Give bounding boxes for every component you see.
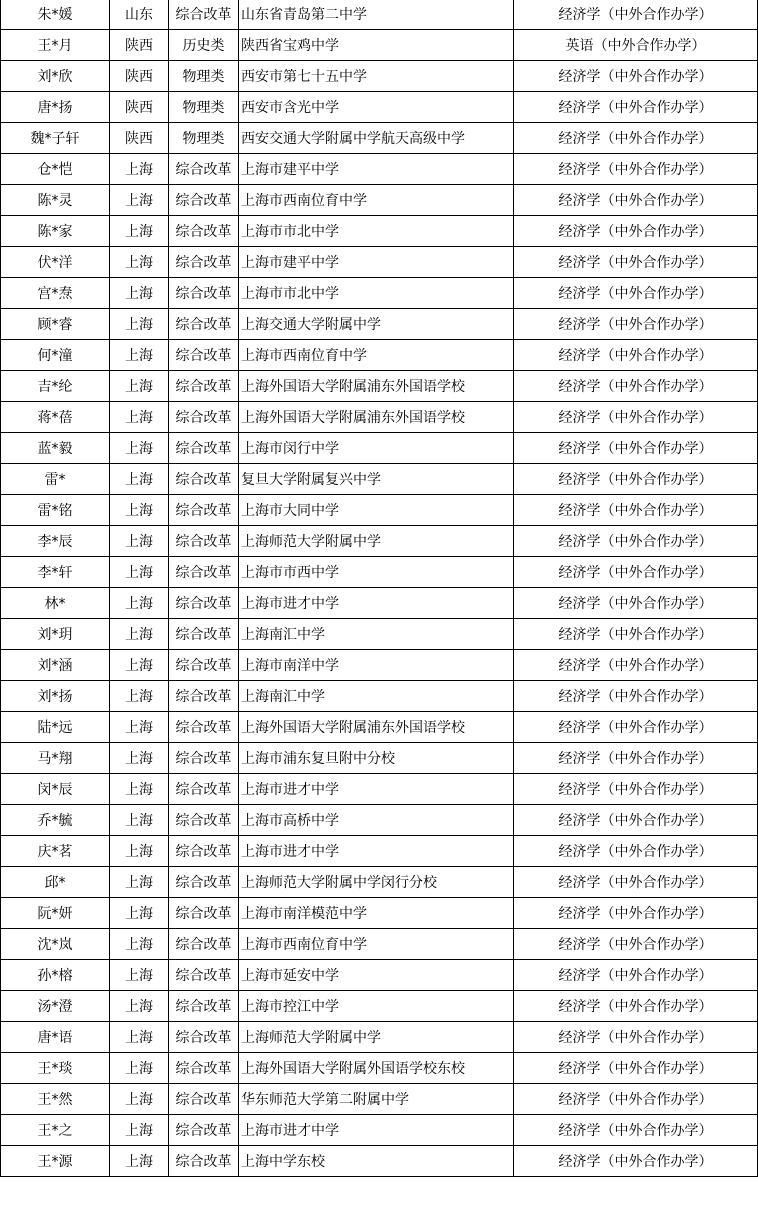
province-cell: 山东 [110,0,169,30]
student-name-cell: 孙*榕 [1,960,110,991]
table-row [1,681,758,712]
major-cell: 经济学（中外合作办学） [514,1146,758,1177]
table-row [1,898,758,929]
student-name-cell: 沈*岚 [1,929,110,960]
category-cell: 综合改革 [169,526,239,557]
table-row [1,774,758,805]
school-cell: 上海市闵行中学 [239,433,514,464]
province-cell: 上海 [110,743,169,774]
major-cell: 经济学（中外合作办学） [514,557,758,588]
major-cell: 经济学（中外合作办学） [514,898,758,929]
school-cell: 华东师范大学第二附属中学 [239,1084,514,1115]
school-cell: 上海南汇中学 [239,681,514,712]
category-cell: 综合改革 [169,836,239,867]
province-cell: 上海 [110,1053,169,1084]
student-name-cell: 王*之 [1,1115,110,1146]
table-row [1,867,758,898]
province-cell: 陕西 [110,61,169,92]
student-name-cell: 阮*妍 [1,898,110,929]
province-cell: 上海 [110,216,169,247]
table-row [1,495,758,526]
province-cell: 上海 [110,588,169,619]
student-name-cell: 吉*纶 [1,371,110,402]
major-cell: 经济学（中外合作办学） [514,123,758,154]
major-cell: 经济学（中外合作办学） [514,216,758,247]
major-cell: 经济学（中外合作办学） [514,960,758,991]
province-cell: 上海 [110,371,169,402]
province-cell: 上海 [110,185,169,216]
school-cell: 上海交通大学附属中学 [239,309,514,340]
category-cell: 综合改革 [169,650,239,681]
province-cell: 上海 [110,1022,169,1053]
province-cell: 上海 [110,154,169,185]
province-cell: 上海 [110,805,169,836]
table-row [1,557,758,588]
student-name-cell: 蒋*蓓 [1,402,110,433]
table-row [1,960,758,991]
school-cell: 上海市进才中学 [239,774,514,805]
province-cell: 陕西 [110,30,169,61]
school-cell: 上海市高桥中学 [239,805,514,836]
category-cell: 综合改革 [169,247,239,278]
student-name-cell: 雷*铭 [1,495,110,526]
student-name-cell: 雷* [1,464,110,495]
table-row [1,1084,758,1115]
category-cell: 综合改革 [169,278,239,309]
student-name-cell: 王*然 [1,1084,110,1115]
school-cell: 上海南汇中学 [239,619,514,650]
student-name-cell: 陈*灵 [1,185,110,216]
table-row [1,371,758,402]
major-cell: 经济学（中外合作办学） [514,991,758,1022]
province-cell: 上海 [110,774,169,805]
school-cell: 西安交通大学附属中学航天高级中学 [239,123,514,154]
student-name-cell: 何*潼 [1,340,110,371]
table-row [1,30,758,61]
table-row [1,278,758,309]
school-cell: 上海市市西中学 [239,557,514,588]
student-name-cell: 王*月 [1,30,110,61]
category-cell: 综合改革 [169,557,239,588]
category-cell: 综合改革 [169,619,239,650]
student-name-cell: 陈*家 [1,216,110,247]
student-name-cell: 朱*媛 [1,0,110,30]
province-cell: 上海 [110,898,169,929]
category-cell: 综合改革 [169,743,239,774]
table-row [1,1115,758,1146]
student-name-cell: 闵*辰 [1,774,110,805]
school-cell: 上海市进才中学 [239,836,514,867]
province-cell: 上海 [110,433,169,464]
province-cell: 上海 [110,650,169,681]
category-cell: 综合改革 [169,464,239,495]
table-row [1,650,758,681]
category-cell: 综合改革 [169,1022,239,1053]
table-row [1,92,758,123]
category-cell: 物理类 [169,92,239,123]
major-cell: 经济学（中外合作办学） [514,0,758,30]
major-cell: 经济学（中外合作办学） [514,836,758,867]
student-name-cell: 蓝*毅 [1,433,110,464]
school-cell: 上海市市北中学 [239,278,514,309]
table-row [1,464,758,495]
major-cell: 经济学（中外合作办学） [514,185,758,216]
school-cell: 上海市南洋模范中学 [239,898,514,929]
category-cell: 综合改革 [169,681,239,712]
major-cell: 经济学（中外合作办学） [514,588,758,619]
province-cell: 上海 [110,681,169,712]
table-row [1,123,758,154]
student-name-cell: 陆*远 [1,712,110,743]
school-cell: 上海师范大学附属中学 [239,526,514,557]
category-cell: 综合改革 [169,309,239,340]
student-name-cell: 刘*扬 [1,681,110,712]
school-cell: 陕西省宝鸡中学 [239,30,514,61]
school-cell: 复旦大学附属复兴中学 [239,464,514,495]
student-name-cell: 魏*子轩 [1,123,110,154]
school-cell: 上海外国语大学附属浦东外国语学校 [239,371,514,402]
major-cell: 经济学（中外合作办学） [514,1053,758,1084]
province-cell: 上海 [110,712,169,743]
table-row [1,309,758,340]
category-cell: 物理类 [169,61,239,92]
student-name-cell: 李*轩 [1,557,110,588]
major-cell: 经济学（中外合作办学） [514,1115,758,1146]
province-cell: 上海 [110,619,169,650]
student-name-cell: 刘*玥 [1,619,110,650]
table-row [1,216,758,247]
province-cell: 上海 [110,278,169,309]
category-cell: 综合改革 [169,1084,239,1115]
category-cell: 综合改革 [169,371,239,402]
category-cell: 综合改革 [169,929,239,960]
school-cell: 西安市含光中学 [239,92,514,123]
category-cell: 综合改革 [169,867,239,898]
major-cell: 英语（中外合作办学） [514,30,758,61]
province-cell: 上海 [110,1084,169,1115]
student-name-cell: 宫*焘 [1,278,110,309]
major-cell: 经济学（中外合作办学） [514,464,758,495]
major-cell: 经济学（中外合作办学） [514,309,758,340]
student-name-cell: 乔*毓 [1,805,110,836]
school-cell: 上海市控江中学 [239,991,514,1022]
school-cell: 上海市建平中学 [239,154,514,185]
province-cell: 上海 [110,1115,169,1146]
student-name-cell: 庆*茗 [1,836,110,867]
school-cell: 上海市西南位育中学 [239,185,514,216]
table-row [1,0,758,30]
major-cell: 经济学（中外合作办学） [514,402,758,433]
province-cell: 陕西 [110,92,169,123]
table-row [1,991,758,1022]
school-cell: 上海市延安中学 [239,960,514,991]
major-cell: 经济学（中外合作办学） [514,278,758,309]
major-cell: 经济学（中外合作办学） [514,340,758,371]
category-cell: 综合改革 [169,1053,239,1084]
major-cell: 经济学（中外合作办学） [514,495,758,526]
province-cell: 上海 [110,960,169,991]
category-cell: 综合改革 [169,185,239,216]
table-row [1,805,758,836]
table-row [1,61,758,92]
table-body [1,0,758,1177]
table-row [1,247,758,278]
province-cell: 上海 [110,991,169,1022]
school-cell: 上海市浦东复旦附中分校 [239,743,514,774]
school-cell: 上海市进才中学 [239,588,514,619]
table-row [1,743,758,774]
major-cell: 经济学（中外合作办学） [514,526,758,557]
table-row [1,929,758,960]
major-cell: 经济学（中外合作办学） [514,1084,758,1115]
category-cell: 综合改革 [169,154,239,185]
province-cell: 上海 [110,247,169,278]
province-cell: 上海 [110,867,169,898]
table-row [1,154,758,185]
student-name-cell: 邱* [1,867,110,898]
major-cell: 经济学（中外合作办学） [514,433,758,464]
category-cell: 综合改革 [169,960,239,991]
category-cell: 综合改革 [169,898,239,929]
student-name-cell: 唐*语 [1,1022,110,1053]
table-row [1,836,758,867]
major-cell: 经济学（中外合作办学） [514,1022,758,1053]
student-name-cell: 林* [1,588,110,619]
category-cell: 综合改革 [169,1115,239,1146]
table-row [1,619,758,650]
province-cell: 上海 [110,309,169,340]
major-cell: 经济学（中外合作办学） [514,247,758,278]
student-name-cell: 唐*扬 [1,92,110,123]
province-cell: 上海 [110,929,169,960]
school-cell: 上海中学东校 [239,1146,514,1177]
major-cell: 经济学（中外合作办学） [514,92,758,123]
major-cell: 经济学（中外合作办学） [514,712,758,743]
province-cell: 上海 [110,526,169,557]
school-cell: 上海师范大学附属中学闵行分校 [239,867,514,898]
major-cell: 经济学（中外合作办学） [514,61,758,92]
category-cell: 综合改革 [169,340,239,371]
category-cell: 综合改革 [169,805,239,836]
province-cell: 上海 [110,495,169,526]
school-cell: 上海外国语大学附属外国语学校东校 [239,1053,514,1084]
school-cell: 上海市建平中学 [239,247,514,278]
table-row [1,185,758,216]
table-row [1,1022,758,1053]
category-cell: 综合改革 [169,402,239,433]
school-cell: 上海市南洋中学 [239,650,514,681]
province-cell: 陕西 [110,123,169,154]
category-cell: 物理类 [169,123,239,154]
table-row [1,340,758,371]
province-cell: 上海 [110,836,169,867]
student-name-cell: 伏*洋 [1,247,110,278]
table-row [1,712,758,743]
school-cell: 上海市进才中学 [239,1115,514,1146]
student-name-cell: 顾*睿 [1,309,110,340]
school-cell: 上海外国语大学附属浦东外国语学校 [239,402,514,433]
table-row [1,526,758,557]
province-cell: 上海 [110,402,169,433]
student-name-cell: 刘*涵 [1,650,110,681]
major-cell: 经济学（中外合作办学） [514,681,758,712]
major-cell: 经济学（中外合作办学） [514,867,758,898]
category-cell: 综合改革 [169,433,239,464]
student-name-cell: 马*翔 [1,743,110,774]
major-cell: 经济学（中外合作办学） [514,929,758,960]
school-cell: 上海外国语大学附属浦东外国语学校 [239,712,514,743]
category-cell: 综合改革 [169,495,239,526]
school-cell: 上海市市北中学 [239,216,514,247]
student-name-cell: 汤*澄 [1,991,110,1022]
student-name-cell: 王*源 [1,1146,110,1177]
school-cell: 上海市西南位育中学 [239,340,514,371]
school-cell: 山东省青岛第二中学 [239,0,514,30]
student-name-cell: 李*辰 [1,526,110,557]
table-row [1,433,758,464]
major-cell: 经济学（中外合作办学） [514,154,758,185]
category-cell: 综合改革 [169,216,239,247]
major-cell: 经济学（中外合作办学） [514,371,758,402]
province-cell: 上海 [110,340,169,371]
student-name-cell: 刘*欣 [1,61,110,92]
major-cell: 经济学（中外合作办学） [514,774,758,805]
category-cell: 综合改革 [169,588,239,619]
category-cell: 综合改革 [169,991,239,1022]
major-cell: 经济学（中外合作办学） [514,650,758,681]
school-cell: 西安市第七十五中学 [239,61,514,92]
school-cell: 上海市大同中学 [239,495,514,526]
table-row [1,402,758,433]
table-row [1,1146,758,1177]
major-cell: 经济学（中外合作办学） [514,619,758,650]
province-cell: 上海 [110,1146,169,1177]
category-cell: 综合改革 [169,0,239,30]
category-cell: 历史类 [169,30,239,61]
category-cell: 综合改革 [169,712,239,743]
category-cell: 综合改革 [169,1146,239,1177]
major-cell: 经济学（中外合作办学） [514,805,758,836]
table-row [1,588,758,619]
major-cell: 经济学（中外合作办学） [514,743,758,774]
table-row [1,1053,758,1084]
student-name-cell: 仓*恺 [1,154,110,185]
student-name-cell: 王*琰 [1,1053,110,1084]
school-cell: 上海师范大学附属中学 [239,1022,514,1053]
category-cell: 综合改革 [169,774,239,805]
province-cell: 上海 [110,464,169,495]
province-cell: 上海 [110,557,169,588]
school-cell: 上海市西南位育中学 [239,929,514,960]
